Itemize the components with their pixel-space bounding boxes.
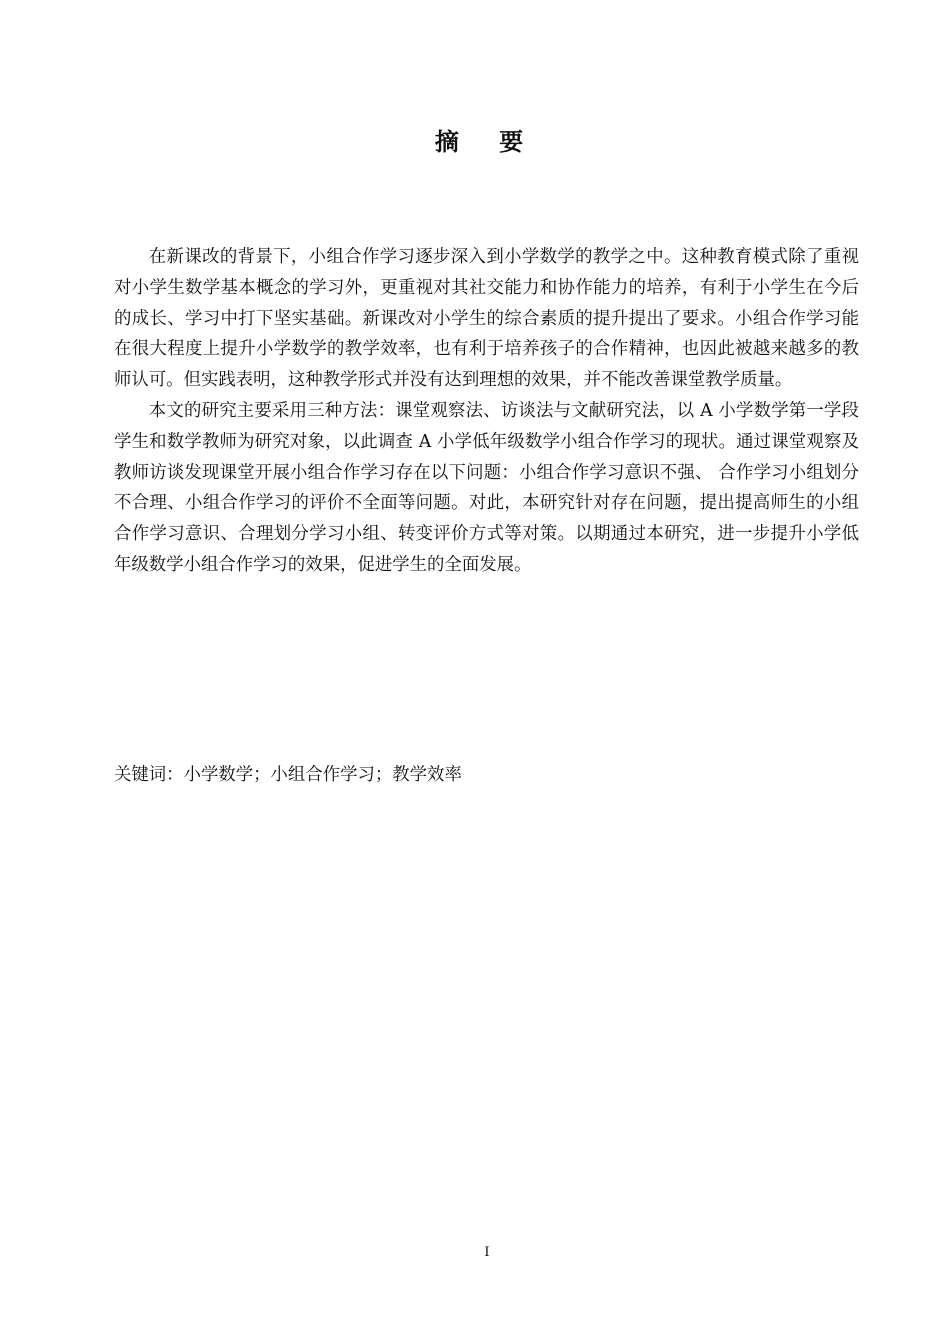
abstract-title: 摘 要 [434,128,540,156]
abstract-paragraph: 在新课改的背景下，小组合作学习逐步深入到小学数学的教学之中。这种教育模式除了重视对小学生数学基本概念的学习外，更重视对其社交能力和协作能力的培养，有利于小学生在今后的成长、学习中打下坚实基础。新课改对小学生的综合素质的提升提出了要求。小组合作学习能在很大程度上提升小学数学的教学效率，也有利于培养孩子的合作精神，也因此被越来越多的教师认可。但实践表明，这种教学形式并没有达到理想的效果，并不能改善课堂教学质量。 [114,247,859,391]
keywords-value: 小学数学；小组合作学习；教学效率 [183,765,462,785]
abstract-paragraph: 本文的研究主要采用三种方法：课堂观察法、访谈法与文献研究法，以 A 小学数学第一学段学生和数学教师为研究对象，以此调查 A 小学低年级数学小组合作学习的现状。通过课堂观察及教师访谈发现课堂开展小组合作学习存在以下问题：小组合作学习意识不强、 合作学习小组划分不合理、小组合作学习的评价不全面等问题。对此，本研究针对存在问题，提出提高师生的小组合作学习意识、合理划分学习小组、转变评价方式等对策。以期通过本研究，进一步提升小学低年级数学小组合作学习的效果，促进学生的全面发展。 [114,400,859,575]
page-number: I [484,1245,490,1260]
keywords-label: 关键词： [114,765,184,785]
abstract-body [114,242,859,581]
keywords-line [114,762,462,788]
